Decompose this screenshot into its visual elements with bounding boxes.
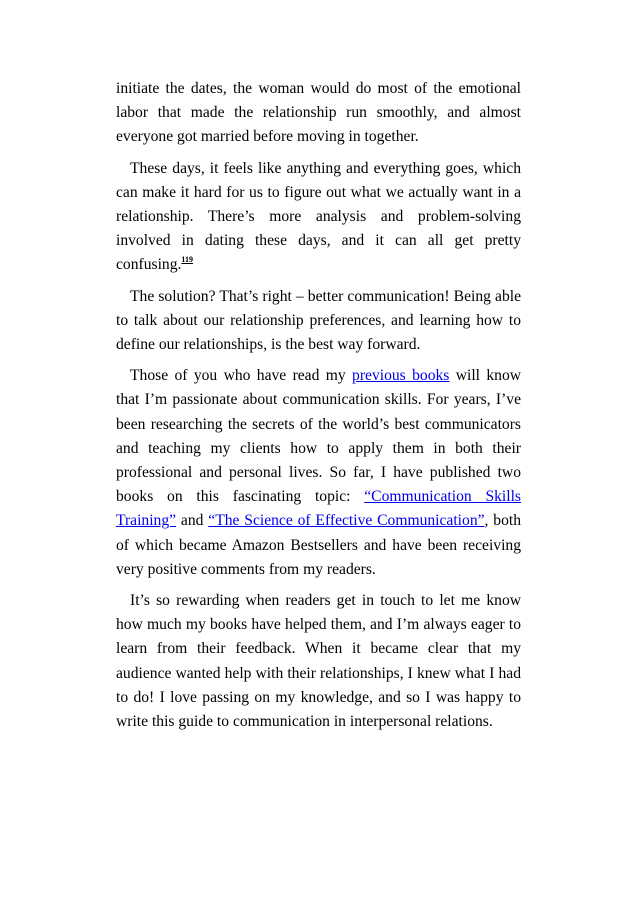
- paragraph-4: [116, 364, 521, 582]
- paragraph-4-text-a: Those of you who have read my: [130, 367, 353, 385]
- body-text: [116, 77, 521, 741]
- previous-books-link[interactable]: previous books: [352, 367, 450, 385]
- paragraph-4-text-b: will know that I’m passionate about communication skills. For years, I’ve been researching the secrets of the world’s best communicators and teaching my clients how to apply them in both their professional and personal lives. So far, I have published two books on this fascinating topic:: [116, 367, 522, 506]
- footnote-reference[interactable]: 119: [181, 255, 193, 265]
- paragraph-2: [116, 157, 521, 278]
- paragraph-4-text-d: , both of which became Amazon Bestsellers and have been receiving very positive comments from my readers.: [116, 512, 522, 578]
- paragraph-1-text: initiate the dates, the woman would do most of the emotional labor that made the relationship run smoothly, and almost everyone got married before moving in together.: [116, 80, 521, 146]
- communication-skills-training-link[interactable]: “Communication Skills Training”: [116, 488, 521, 530]
- paragraph-5-text: It’s so rewarding when readers get in touch to let me know how much my books have helped them, and I’m always eager to learn from their feedback. When it became clear that my audience wanted help with their relationships, I knew what I had to do! I love passing on my knowledge, and so I was happy to write this guide to communication in interpersonal relations.: [116, 592, 521, 731]
- paragraph-5: [116, 589, 521, 734]
- paragraph-2-text: These days, it feels like anything and everything goes, which can make it hard for us to figure out what we actually want in a relationship. There’s more analysis and problem-solving involved in dating these days, and it can all get pretty confusing.: [116, 159, 521, 274]
- paragraph-3-text: The solution? That’s right – better communication! Being able to talk about our relationship preferences, and learning how to define our relationships, is the best way forward.: [116, 287, 521, 354]
- paragraph-3: [116, 285, 521, 358]
- science-of-effective-communication-link[interactable]: “The Science of Effective Communication”: [208, 512, 485, 530]
- paragraph-1: [116, 77, 521, 150]
- paragraph-4-text-c: and: [176, 512, 209, 530]
